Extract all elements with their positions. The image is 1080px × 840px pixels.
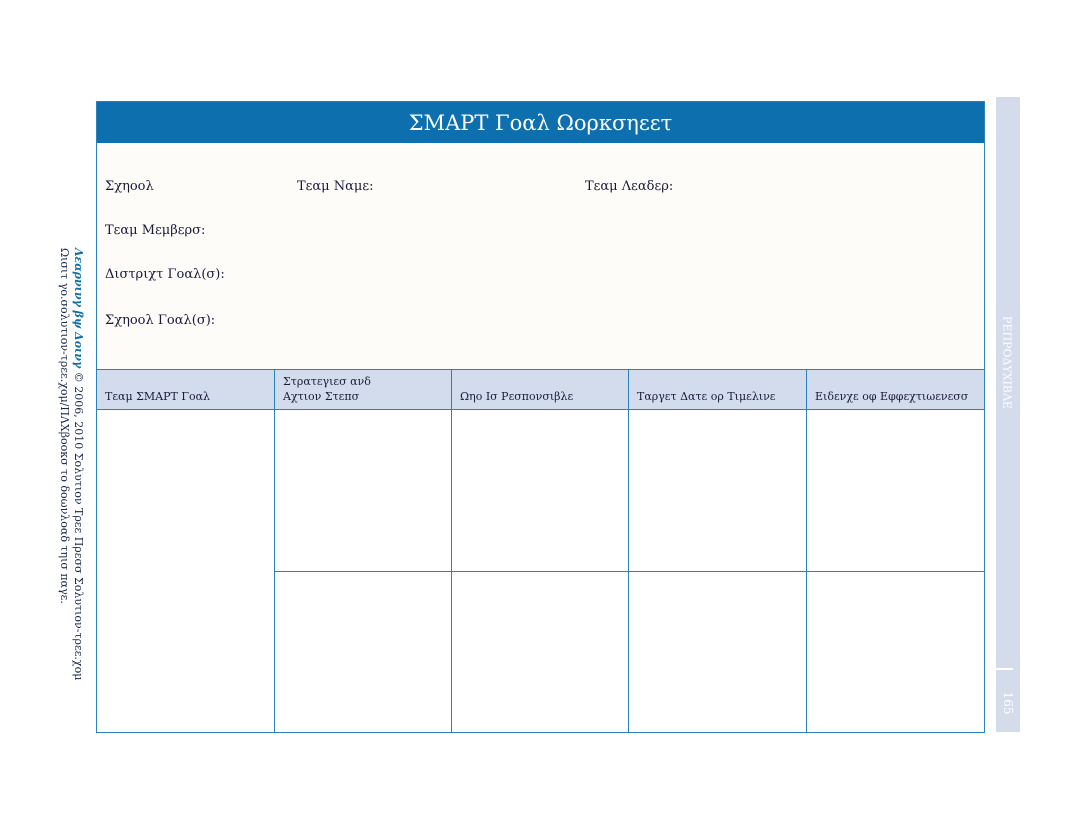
goal-cell[interactable] (97, 410, 275, 732)
responsible-cell-2[interactable] (452, 572, 629, 732)
evidence-cell-1[interactable] (807, 410, 984, 572)
copyright-line-1 (72, 248, 85, 680)
page-number: 165 (1001, 691, 1015, 715)
header-strategies-action-steps: Στρατεγιεσ ανδ Αχτιον Στεπσ (275, 370, 452, 409)
target-date-cell-2[interactable] (629, 572, 807, 732)
copyright-text: © 2006, 2010 Σολυτιον Τρεε Πρεσσ Σολυτιον-τρεε.χομ (72, 368, 85, 681)
smart-goal-worksheet (96, 101, 985, 733)
responsible-cell-1[interactable] (452, 410, 629, 572)
team-members-label: Τεαμ Μεμβερσ: (105, 223, 206, 238)
school-goals-label: Σχηοολ Γοαλ(σ): (105, 313, 216, 328)
reproducible-side-tab (996, 97, 1020, 732)
target-date-cell-1[interactable] (629, 410, 807, 572)
team-name-label: Τεαμ Ναμε: (297, 179, 374, 194)
reproducible-label: ΡΕΠΡΟΔΥΧΙΒΛΕ (1000, 316, 1014, 409)
header-who-is-responsible: Ωηο Ισ Ρεσπονσιβλε (452, 370, 629, 409)
table-header-row (97, 369, 984, 410)
copyright-line-2 (58, 248, 71, 604)
school-label: Σχηοολ (105, 179, 154, 194)
download-notice: Ωισιτ γο.σολυτιον-τρεε.χομ/ΠΛΧβοοκσ το δοωνλοαδ τηισ παγε. (58, 248, 71, 604)
team-info-area (97, 143, 984, 369)
strategies-cell-2[interactable] (275, 572, 452, 732)
team-leader-label: Τεαμ Λεαδερ: (585, 179, 674, 194)
book-title: Λεαρνινγ βψ Δοινγ (72, 248, 85, 369)
worksheet-title: ΣΜΑΡΤ Γοαλ Ωορκσηεετ (97, 102, 984, 143)
strategies-cell-1[interactable] (275, 410, 452, 572)
header-evidence-effectiveness: Ειδενχε οφ Εφφεχτιωενεσσ (815, 390, 969, 404)
district-goals-label: Διστριχτ Γοαλ(σ): (105, 267, 225, 282)
header-team-smart-goal: Τεαμ ΣΜΑΡΤ Γοαλ (97, 370, 275, 409)
evidence-cell-2[interactable] (807, 572, 984, 732)
copyright-notice (52, 248, 92, 681)
side-tab-divider (996, 668, 1013, 670)
header-target-date-timeline: Ταργετ Δατε ορ Τιμελινε (629, 370, 807, 409)
